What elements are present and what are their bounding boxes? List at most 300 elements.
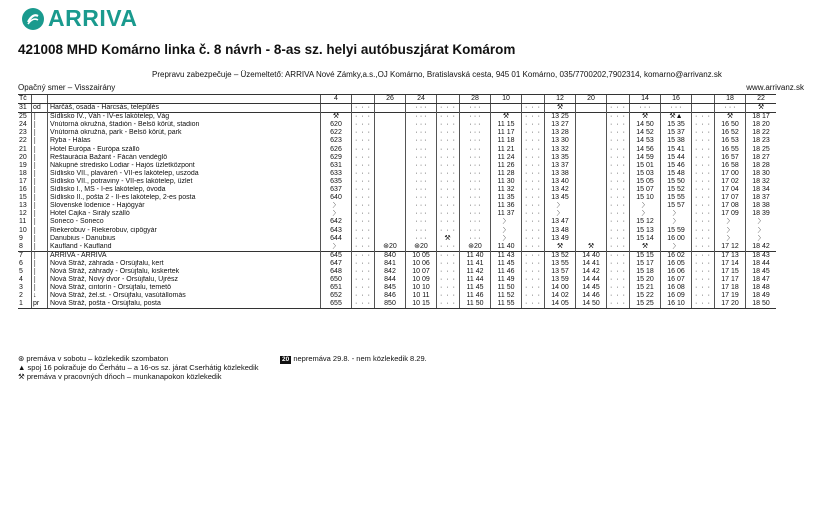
departure-time: 11 15 (491, 121, 522, 129)
departure-time: 18 43 (746, 251, 777, 260)
departure-time: 840 (375, 251, 406, 260)
departure-time: 18 37 (746, 194, 777, 202)
departure-time: · · · (522, 186, 545, 194)
departure-time: 11 21 (491, 146, 522, 154)
stop-name: Sídlisko IV., Váh - IV-es lakótelep, Vág (48, 113, 321, 122)
departure-time: 14 59 (630, 154, 661, 162)
departure-time: · · · (437, 227, 460, 235)
stop-flag: │ (32, 210, 48, 218)
departure-time: 18 28 (746, 162, 777, 170)
departure-time: · · · (692, 170, 715, 178)
departure-time: · · · (352, 194, 375, 202)
departure-time: · · · (522, 129, 545, 137)
stop-name: Hotel Európa - Európa szálló (48, 146, 321, 154)
departure-time: · · · (607, 260, 630, 268)
departure-time: · · · (460, 218, 491, 226)
departure-time: · · · (352, 121, 375, 129)
departure-time: 18 27 (746, 154, 777, 162)
departure-time: · · · (437, 121, 460, 129)
departure-time: 11 46 (460, 292, 491, 300)
arriva-logo-text: ARRIVA (48, 5, 138, 31)
departure-time (321, 104, 352, 113)
departure-time: 18 44 (746, 260, 777, 268)
departure-time: · · · (352, 146, 375, 154)
departure-time: · · · (692, 218, 715, 226)
departure-time: 13 37 (545, 162, 576, 170)
departure-time: 16 53 (715, 137, 746, 145)
stop-index: 16 (19, 186, 27, 194)
departure-time: 17 15 (715, 268, 746, 276)
departure-time: 642 (321, 218, 352, 226)
departure-time: 18 48 (746, 284, 777, 292)
departure-time: · · · (437, 162, 460, 170)
stop-index: 10 (19, 226, 27, 234)
departure-time: · · · (692, 121, 715, 129)
departure-time: · · · (460, 121, 491, 129)
departure-time: ⚒ (437, 235, 460, 243)
departure-time: 13 32 (545, 146, 576, 154)
departure-time: · · · (406, 104, 437, 113)
departure-time: · · · (460, 202, 491, 210)
departure-time (375, 154, 406, 162)
stop-name: Sídlisko VII., plaváreň - VII-es lakótelep, uszoda (48, 170, 321, 178)
departure-time: 15 03 (630, 170, 661, 178)
departure-time (576, 104, 607, 113)
stop-flag: │ (32, 186, 48, 194)
departure-time: · · · (607, 170, 630, 178)
departure-time: · · · (352, 202, 375, 210)
departure-time (375, 194, 406, 202)
table-row (18, 276, 776, 284)
departure-time: · · · (352, 170, 375, 178)
departure-time: · · · (406, 178, 437, 186)
departure-time: · · · (607, 218, 630, 226)
table-row (18, 146, 776, 154)
departure-time: · · · (630, 104, 661, 113)
departure-time: 626 (321, 146, 352, 154)
departure-time: 17 18 (715, 284, 746, 292)
stop-flag: │ (32, 284, 48, 292)
departure-time (375, 186, 406, 194)
departure-time: 11 44 (460, 276, 491, 284)
departure-time: · · · (406, 227, 437, 235)
departure-time: ⊛20 (460, 243, 491, 252)
departure-time: · · · (522, 154, 545, 162)
departure-time: · · · (607, 202, 630, 210)
departure-time: 620 (321, 121, 352, 129)
departure-time: 18 47 (746, 276, 777, 284)
departure-time: 17 17 (715, 276, 746, 284)
header-trip (437, 95, 460, 104)
departure-time: 15 17 (630, 260, 661, 268)
departure-time: 10 05 (406, 251, 437, 260)
departure-time: · · · (460, 129, 491, 137)
stop-index: 8 (19, 242, 23, 250)
departure-time: · · · (437, 186, 460, 194)
departure-time: 17 04 (715, 186, 746, 194)
departure-time: 11 55 (491, 300, 522, 309)
departure-time: · · · (352, 284, 375, 292)
departure-time: 14 41 (576, 260, 607, 268)
departure-time: · · · (437, 300, 460, 309)
table-row (18, 292, 776, 300)
table-row (18, 235, 776, 243)
departure-time (576, 154, 607, 162)
departure-time: 13 25 (545, 113, 576, 122)
departure-time: 17 00 (715, 170, 746, 178)
departure-time: 631 (321, 162, 352, 170)
departure-time: · · · (522, 104, 545, 113)
departure-time: 18 42 (746, 243, 777, 252)
departure-time: · · · (460, 186, 491, 194)
departure-time: 648 (321, 268, 352, 276)
stop-flag: │ (32, 129, 48, 137)
stop-flag: │ (32, 243, 48, 252)
departure-time: 11 40 (460, 251, 491, 260)
departure-time: · · · (460, 194, 491, 202)
header-trip: 10 (491, 95, 522, 104)
departure-time: · · · (522, 202, 545, 210)
table-row (18, 227, 776, 235)
departure-time: 15 07 (630, 186, 661, 194)
departure-time: 15 22 (630, 292, 661, 300)
departure-time: · · · (352, 227, 375, 235)
departure-time: 16 00 (661, 235, 692, 243)
header-trip (607, 95, 630, 104)
departure-time: · · · (352, 300, 375, 309)
departure-time: 14 42 (576, 268, 607, 276)
departure-time: · · · (607, 235, 630, 243)
stop-flag: │ (32, 137, 48, 145)
departure-time: ⚒ (715, 113, 746, 122)
departure-time: · · · (460, 137, 491, 145)
departure-time: 18 25 (746, 146, 777, 154)
stop-index: 4 (19, 276, 23, 284)
departure-time: 652 (321, 292, 352, 300)
departure-time: · · · (607, 104, 630, 113)
departure-time: · · · (607, 194, 630, 202)
departure-time: · · · (352, 162, 375, 170)
stop-index: 25 (18, 113, 32, 122)
departure-time: 14 56 (630, 146, 661, 154)
stop-index: 19 (19, 161, 27, 169)
departure-time: · · · (352, 268, 375, 276)
departure-time: 〉 (661, 243, 692, 252)
departure-time: 17 13 (715, 251, 746, 260)
departure-time: · · · (406, 194, 437, 202)
departure-time: · · · (692, 162, 715, 170)
departure-time: 16 50 (715, 121, 746, 129)
departure-time: · · · (522, 178, 545, 186)
departure-time: · · · (607, 137, 630, 145)
departure-time: 11 40 (491, 243, 522, 252)
stop-name: Nová Stráž, Nový dvor - Örsújfalu, Újrész (48, 276, 321, 284)
departure-time: 10 07 (406, 268, 437, 276)
departure-time: 17 08 (715, 202, 746, 210)
departure-time: 15 46 (661, 162, 692, 170)
departure-time (375, 162, 406, 170)
departure-time: 14 52 (630, 129, 661, 137)
departure-time: · · · (522, 260, 545, 268)
stop-name: Sídlisko II., pošta 2 - II-es lakótelep, 2-es posta (48, 194, 321, 202)
departure-time (576, 129, 607, 137)
stop-index: 11 (19, 218, 27, 226)
departure-time: · · · (352, 210, 375, 218)
header-trip (692, 95, 715, 104)
departure-time: 13 27 (545, 121, 576, 129)
table-row (18, 268, 776, 276)
header-flag (32, 95, 48, 104)
departure-time: 15 05 (630, 178, 661, 186)
departure-time: · · · (522, 194, 545, 202)
stop-flag: │ (32, 268, 48, 276)
departure-time: 〉 (321, 243, 352, 252)
departure-time: 17 07 (715, 194, 746, 202)
departure-time: · · · (437, 210, 460, 218)
table-row (18, 121, 776, 129)
departure-time: 15 14 (630, 235, 661, 243)
departure-time: 16 57 (715, 154, 746, 162)
departure-time: 623 (321, 137, 352, 145)
departure-time: 637 (321, 186, 352, 194)
departure-time: · · · (437, 113, 460, 122)
legend-item: ⊛ premáva v sobotu – közlekedik szombaton (18, 354, 169, 363)
header-trip: 12 (545, 95, 576, 104)
departure-time: 〉 (545, 202, 576, 210)
departure-time: · · · (460, 162, 491, 170)
table-row (18, 178, 776, 186)
departure-time: 14 00 (545, 284, 576, 292)
departure-time (576, 186, 607, 194)
departure-time: · · · (692, 235, 715, 243)
departure-time: · · · (437, 284, 460, 292)
departure-time: 〉 (661, 218, 692, 226)
departure-time: · · · (406, 162, 437, 170)
departure-time: 13 59 (545, 276, 576, 284)
departure-time: · · · (522, 170, 545, 178)
departure-time: · · · (692, 210, 715, 218)
departure-time: 11 28 (491, 170, 522, 178)
departure-time: 18 45 (746, 268, 777, 276)
departure-time: · · · (460, 170, 491, 178)
stop-name: Nová Stráž, pošta - Örsújfalu, posta (48, 300, 321, 309)
departure-time: 845 (375, 284, 406, 292)
departure-time: · · · (406, 137, 437, 145)
departure-time (375, 129, 406, 137)
departure-time: 633 (321, 170, 352, 178)
header-trip: 28 (460, 95, 491, 104)
stop-flag: │ (32, 194, 48, 202)
departure-time: · · · (406, 113, 437, 122)
stop-index: 24 (19, 121, 27, 129)
table-row (18, 137, 776, 145)
departure-time: · · · (437, 104, 460, 113)
stop-name: Danubius - Danubius (48, 235, 321, 243)
departure-time: · · · (352, 218, 375, 226)
stop-index: 23 (19, 129, 27, 137)
stop-name: Nová Stráž, cintorín - Örsújfalu, temető (48, 284, 321, 292)
departure-time (576, 235, 607, 243)
departure-time: · · · (437, 194, 460, 202)
departure-time: · · · (607, 146, 630, 154)
departure-time: · · · (352, 154, 375, 162)
departure-time: · · · (661, 104, 692, 113)
departure-time: 15 57 (661, 202, 692, 210)
departure-time: 〉 (321, 202, 352, 210)
departure-time: · · · (607, 121, 630, 129)
departure-time: 15 25 (630, 300, 661, 309)
departure-time: 13 40 (545, 178, 576, 186)
departure-time: 16 02 (661, 251, 692, 260)
departure-time: · · · (692, 137, 715, 145)
departure-time: · · · (607, 154, 630, 162)
header-trip: 24 (406, 95, 437, 104)
badge-20: 20 (282, 356, 290, 363)
departure-time: 18 20 (746, 121, 777, 129)
departure-time: 〉 (746, 218, 777, 226)
departure-time: · · · (437, 129, 460, 137)
departure-time: · · · (522, 137, 545, 145)
departure-time: · · · (437, 170, 460, 178)
departure-time: ⚒ (491, 113, 522, 122)
departure-time: 15 20 (630, 276, 661, 284)
departure-time: 13 30 (545, 137, 576, 145)
departure-time: · · · (406, 235, 437, 243)
departure-time: 〉 (661, 210, 692, 218)
stop-index: 21 (19, 145, 27, 153)
departure-time: 14 53 (630, 137, 661, 145)
departure-time: · · · (406, 121, 437, 129)
departure-time: 〉 (545, 210, 576, 218)
header-name (48, 95, 321, 104)
departure-time: 645 (321, 251, 352, 260)
departure-time: · · · (522, 243, 545, 252)
departure-time: 14 44 (576, 276, 607, 284)
header-trip (352, 95, 375, 104)
departure-time: · · · (460, 235, 491, 243)
departure-time: · · · (692, 260, 715, 268)
departure-time: · · · (352, 292, 375, 300)
departure-time (576, 210, 607, 218)
departure-time: · · · (437, 276, 460, 284)
departure-time: · · · (406, 202, 437, 210)
departure-time: · · · (607, 113, 630, 122)
departure-time (576, 218, 607, 226)
website-link[interactable]: www.arrivanz.sk (746, 83, 804, 92)
departure-time: 〉 (715, 227, 746, 235)
stop-flag: │ (32, 202, 48, 210)
departure-time: ⚒ (576, 243, 607, 252)
departure-time (576, 146, 607, 154)
departure-time: 15 35 (661, 121, 692, 129)
departure-time: 11 30 (491, 178, 522, 186)
departure-time: 11 36 (491, 202, 522, 210)
departure-time: 15 13 (630, 227, 661, 235)
departure-time: 18 38 (746, 202, 777, 210)
departure-time: 〉 (715, 218, 746, 226)
departure-time: · · · (692, 129, 715, 137)
departure-time: · · · (692, 146, 715, 154)
stop-index: 6 (19, 259, 23, 267)
departure-time (576, 170, 607, 178)
departure-time: 14 05 (545, 300, 576, 309)
departure-time: · · · (607, 227, 630, 235)
departure-time (576, 194, 607, 202)
departure-time: 14 40 (576, 251, 607, 260)
departure-time: 〉 (746, 235, 777, 243)
stop-index: 17 (19, 177, 27, 185)
departure-time: · · · (692, 194, 715, 202)
departure-time: 18 32 (746, 178, 777, 186)
departure-time: 651 (321, 284, 352, 292)
departure-time: · · · (692, 251, 715, 260)
stop-name: Ryba - Hálas (48, 137, 321, 145)
header-trip: 18 (715, 95, 746, 104)
departure-time: · · · (522, 276, 545, 284)
stop-flag: │ (32, 251, 48, 260)
departure-time (692, 104, 715, 113)
departure-time: 10 10 (406, 284, 437, 292)
departure-time: · · · (692, 243, 715, 252)
departure-time: 16 52 (715, 129, 746, 137)
stop-index: 13 (19, 202, 27, 210)
departure-time (375, 218, 406, 226)
departure-time: · · · (460, 146, 491, 154)
departure-time: 11 17 (491, 129, 522, 137)
departure-time: 13 42 (545, 186, 576, 194)
stop-flag: │ (32, 121, 48, 129)
departure-time: · · · (352, 243, 375, 252)
departure-time: 13 49 (545, 235, 576, 243)
departure-time: 11 35 (491, 194, 522, 202)
departure-time: ⚒ (746, 104, 777, 113)
departure-time: 629 (321, 154, 352, 162)
departure-time: 14 50 (576, 300, 607, 309)
table-row (18, 284, 776, 292)
departure-time: · · · (607, 129, 630, 137)
stop-flag: │ (32, 178, 48, 186)
departure-time: 14 46 (576, 292, 607, 300)
stop-name: Vnútorná okružná, štadión - Belső körút, stadion (48, 121, 321, 129)
stop-name: Vnútorná okružná, park - Belső körút, park (48, 129, 321, 137)
departure-time: 11 52 (491, 292, 522, 300)
departure-time: · · · (406, 146, 437, 154)
departure-time: · · · (607, 292, 630, 300)
departure-time: 〉 (746, 227, 777, 235)
departure-time: · · · (607, 178, 630, 186)
departure-time: 15 44 (661, 154, 692, 162)
departure-time: 17 12 (715, 243, 746, 252)
departure-time: 〉 (630, 202, 661, 210)
departure-time (375, 137, 406, 145)
departure-time: · · · (692, 284, 715, 292)
departure-time: · · · (406, 210, 437, 218)
header-trip: 4 (321, 95, 352, 104)
departure-time: · · · (522, 162, 545, 170)
departure-time: 17 20 (715, 300, 746, 309)
departure-time: 18 23 (746, 137, 777, 145)
departure-time: · · · (692, 292, 715, 300)
departure-time: · · · (692, 268, 715, 276)
departure-time: 16 05 (661, 260, 692, 268)
departure-time: 10 06 (406, 260, 437, 268)
departure-time: · · · (522, 300, 545, 309)
departure-time: · · · (352, 129, 375, 137)
departure-time: 11 49 (491, 276, 522, 284)
departure-time: 11 42 (460, 268, 491, 276)
departure-time: · · · (522, 284, 545, 292)
departure-time: 18 22 (746, 129, 777, 137)
